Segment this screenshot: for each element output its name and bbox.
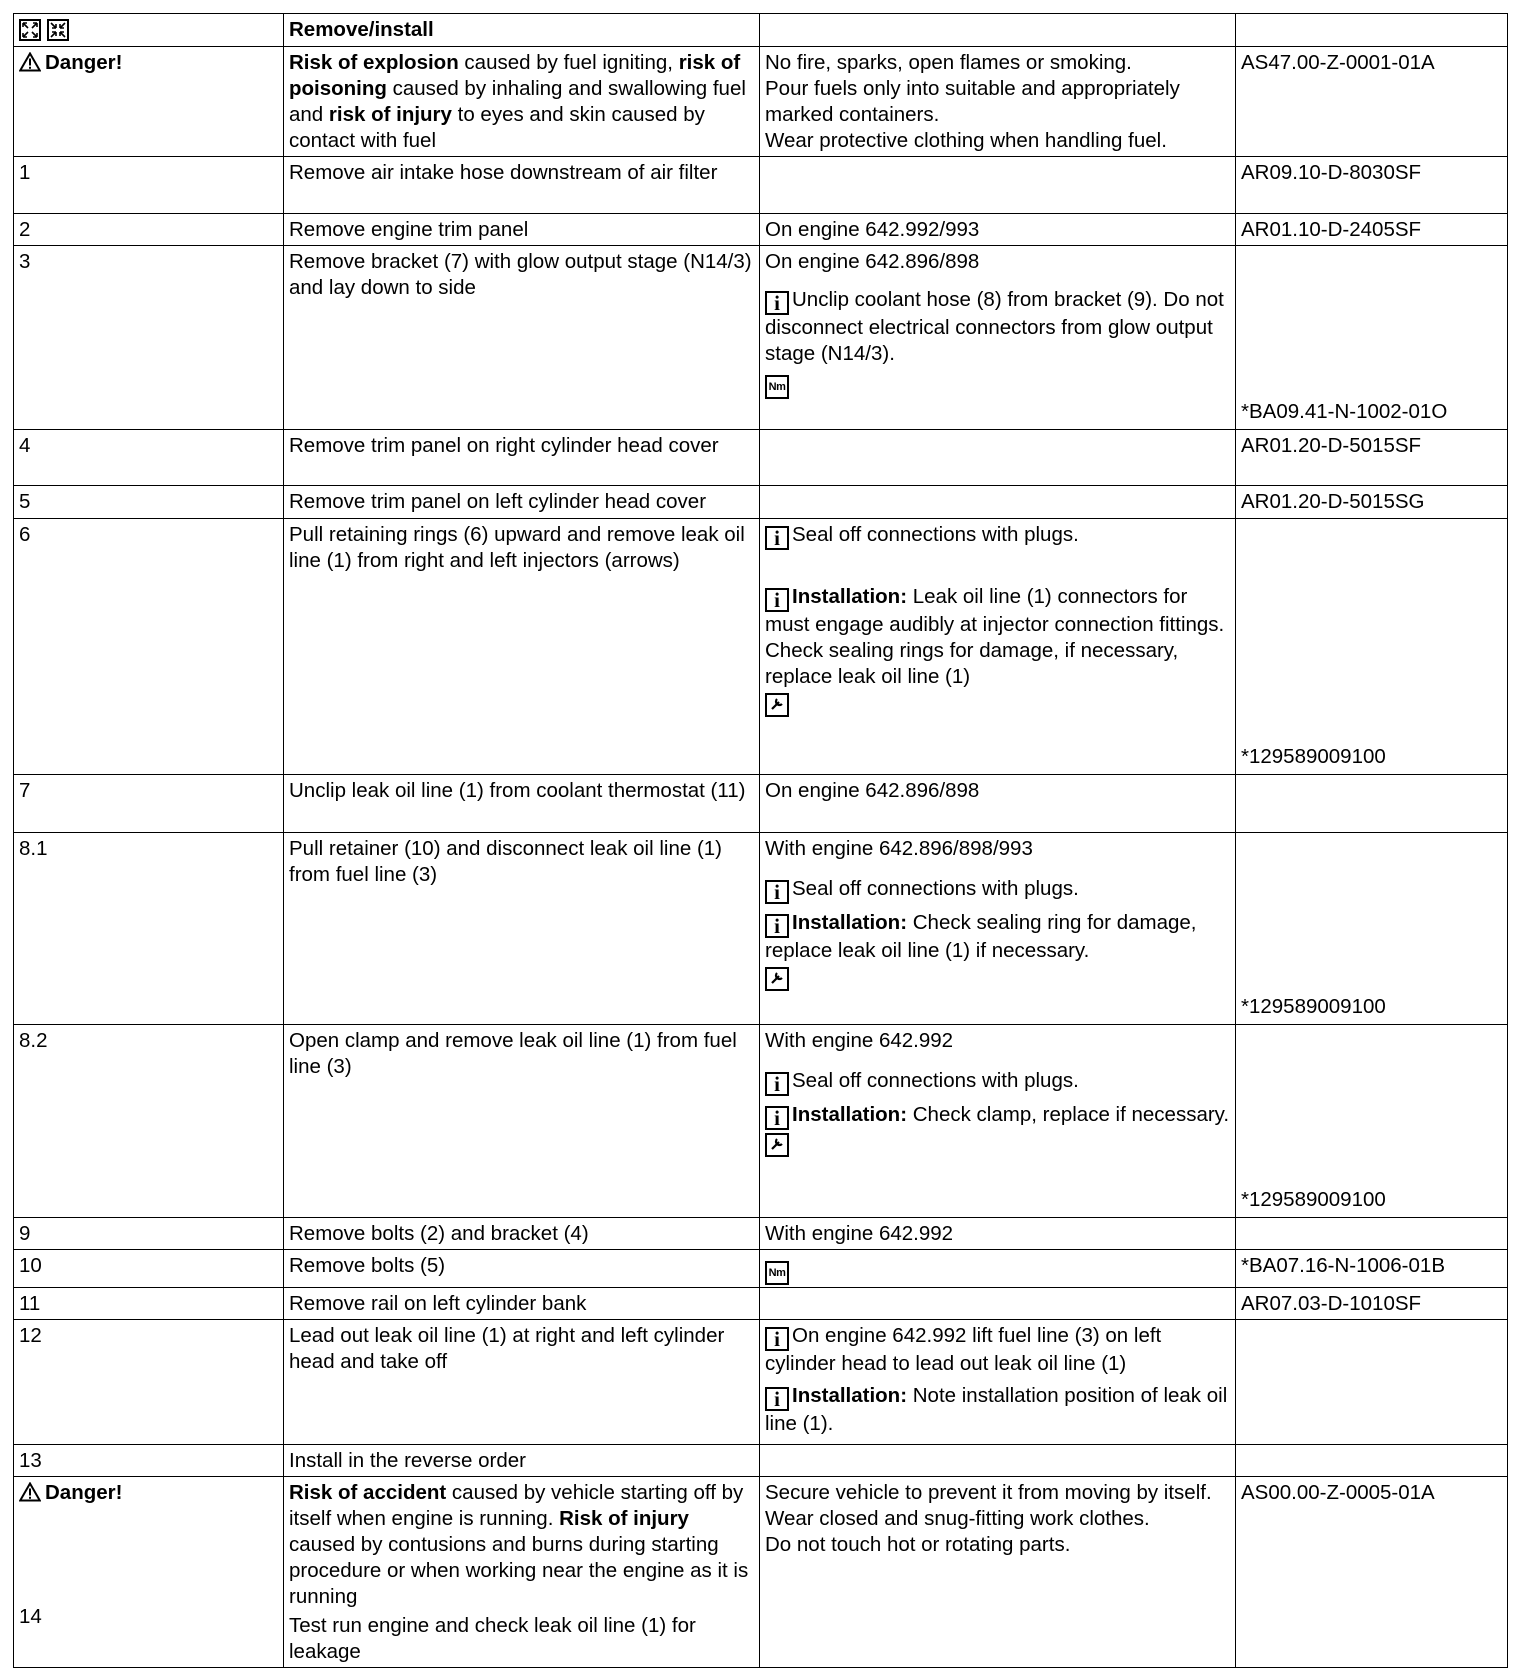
step-text: Install in the reverse order [284,1445,760,1477]
info-icon: i [765,588,789,612]
info-icon: i [765,1106,789,1130]
step-text: Pull retaining rings (6) upward and remove leak oil line (1) from right and left injectors (arrows) [284,519,760,775]
step-note [760,1250,1236,1288]
step-text: Remove bolts (2) and bracket (4) [284,1218,760,1250]
step-ref-empty [1236,775,1508,833]
step-ref-empty [1236,1445,1508,1477]
table-row [14,1320,1508,1445]
step-text: Remove engine trim panel [284,214,760,246]
step-text: Pull retainer (10) and disconnect leak oil line (1) from fuel line (3) [284,833,760,1025]
step-ref-link[interactable]: AR01.20-D-5015SG [1236,486,1508,519]
collapse-icon[interactable] [47,19,69,41]
step-text: Remove trim panel on left cylinder head cover [284,486,760,519]
table-row [14,1288,1508,1320]
step-number: 11 [14,1288,284,1320]
table-row [14,246,1508,430]
step-note: On engine 642.896/898 [760,775,1236,833]
danger-hazard-text: Risk of accident caused by vehicle starting off by itself when engine is running. Risk of injury caused by contusions and burns during starting procedure or when working near the engine as it is running Test run engine and check leak oil line (1) for leakage [284,1477,760,1668]
warning-triangle-icon [19,52,41,79]
table-row [14,519,1508,775]
table-row [14,1250,1508,1288]
step-text: Open clamp and remove leak oil line (1) from fuel line (3) [284,1025,760,1218]
step-number: 3 [14,246,284,430]
step-ref-link[interactable]: AR07.03-D-1010SF [1236,1288,1508,1320]
step-ref-link[interactable]: *129589009100 [1241,1188,1386,1211]
table-row [14,1025,1508,1218]
info-icon: i [765,291,789,315]
step-ref-link[interactable]: AR09.10-D-8030SF [1236,157,1508,214]
danger-label-cell [14,47,284,157]
step-ref-cell [1236,833,1508,1025]
danger-label: Danger! [45,1481,123,1504]
danger-row-engine-run [14,1477,1508,1668]
step-note [760,486,1236,519]
step-ref-empty [1236,1218,1508,1250]
info-icon: i [765,1072,789,1096]
step-note: With engine 642.992 i Seal off connections with plugs. i Installation: Check clamp, replace if necessary. [760,1025,1236,1218]
step-number: 7 [14,775,284,833]
info-icon: i [765,914,789,938]
expand-icon[interactable] [19,19,41,41]
step-text: Remove rail on left cylinder bank [284,1288,760,1320]
step-number: 14 [19,1605,42,1628]
info-icon: i [765,526,789,550]
step-number: 6 [14,519,284,775]
step-ref-link[interactable]: *129589009100 [1241,995,1386,1018]
step-text: Remove air intake hose downstream of air filter [284,157,760,214]
table-row [14,157,1508,214]
danger-label: Danger! [45,51,123,74]
step-note: i On engine 642.992 lift fuel line (3) on left cylinder head to lead out leak oil line (1) i Installation: Note installation position of leak oil line (1). [760,1320,1236,1445]
step-note: With engine 642.896/898/993 i Seal off connections with plugs. i Installation: Check sealing ring for damage, replace leak oil line (1) if necessary. [760,833,1236,1025]
danger-label-cell [14,1477,284,1668]
danger-ref[interactable]: AS00.00-Z-0005-01A [1236,1477,1508,1668]
step-note [760,157,1236,214]
step-text: Test run engine and check leak oil line (1) for leakage [289,1614,696,1663]
step-ref-cell [1236,519,1508,775]
danger-row-fuel [14,47,1508,157]
step-note [760,1445,1236,1477]
step-ref-link[interactable]: *BA09.41-N-1002-01O [1241,400,1448,423]
header-title: Remove/install [284,14,760,47]
step-ref-link[interactable]: *129589009100 [1241,745,1386,768]
table-row [14,833,1508,1025]
step-ref-link[interactable]: *BA07.16-N-1006-01B [1236,1250,1508,1288]
step-number: 8.1 [14,833,284,1025]
step-number: 2 [14,214,284,246]
torque-icon[interactable]: Nm [765,1261,789,1285]
step-ref-cell [1236,1025,1508,1218]
procedure-table [13,13,1508,1668]
special-tool-icon[interactable] [765,1133,789,1157]
step-note [760,430,1236,486]
step-text: Lead out leak oil line (1) at right and left cylinder head and take off [284,1320,760,1445]
special-tool-icon[interactable] [765,693,789,717]
special-tool-icon[interactable] [765,967,789,991]
step-text: Remove bracket (7) with glow output stage (N14/3) and lay down to side [284,246,760,430]
step-note [760,1288,1236,1320]
step-note: With engine 642.992 [760,1218,1236,1250]
step-number: 13 [14,1445,284,1477]
danger-measures: Secure vehicle to prevent it from moving by itself. Wear closed and snug-fitting work clothes. Do not touch hot or rotating parts. [760,1477,1236,1668]
torque-icon[interactable]: Nm [765,375,789,399]
table-row [14,430,1508,486]
table-row [14,214,1508,246]
danger-ref[interactable]: AS47.00-Z-0001-01A [1236,47,1508,157]
step-note: i Seal off connections with plugs. i Installation: Leak oil line (1) connectors for must engage audibly at injector connection fittings. Check sealing rings for damage, if necessary, replace leak oil line (1) [760,519,1236,775]
header-empty-3 [760,14,1236,47]
step-number: 4 [14,430,284,486]
step-text: Remove bolts (5) [284,1250,760,1288]
step-ref-empty [1236,1320,1508,1445]
step-number: 5 [14,486,284,519]
danger-hazard-text: Risk of explosion caused by fuel igniting, risk of poisoning caused by inhaling and swallowing fuel and risk of injury to eyes and skin caused by contact with fuel [284,47,760,157]
warning-triangle-icon [19,1482,41,1509]
step-note: On engine 642.992/993 [760,214,1236,246]
step-number: 12 [14,1320,284,1445]
header-icons-cell [14,14,284,47]
table-header-row [14,14,1508,47]
step-number: 8.2 [14,1025,284,1218]
info-icon: i [765,880,789,904]
table-row [14,486,1508,519]
info-icon: i [765,1327,789,1351]
danger-measures: No fire, sparks, open flames or smoking. Pour fuels only into suitable and appropriately marked containers. Wear protective clothing when handling fuel. [760,47,1236,157]
step-number: 10 [14,1250,284,1288]
step-number: 1 [14,157,284,214]
header-empty-4 [1236,14,1508,47]
info-icon: i [765,1387,789,1411]
table-row [14,1218,1508,1250]
table-row [14,775,1508,833]
step-note: On engine 642.896/898 i Unclip coolant hose (8) from bracket (9). Do not disconnect electrical connectors from glow output stage (N14/3). Nm [760,246,1236,430]
step-ref-link[interactable]: AR01.10-D-2405SF [1236,214,1508,246]
procedure-document [13,13,1507,1668]
table-row [14,1445,1508,1477]
step-text: Remove trim panel on right cylinder head cover [284,430,760,486]
step-ref-link[interactable]: AR01.20-D-5015SF [1236,430,1508,486]
step-number: 9 [14,1218,284,1250]
step-ref-cell [1236,246,1508,430]
step-text: Unclip leak oil line (1) from coolant thermostat (11) [284,775,760,833]
